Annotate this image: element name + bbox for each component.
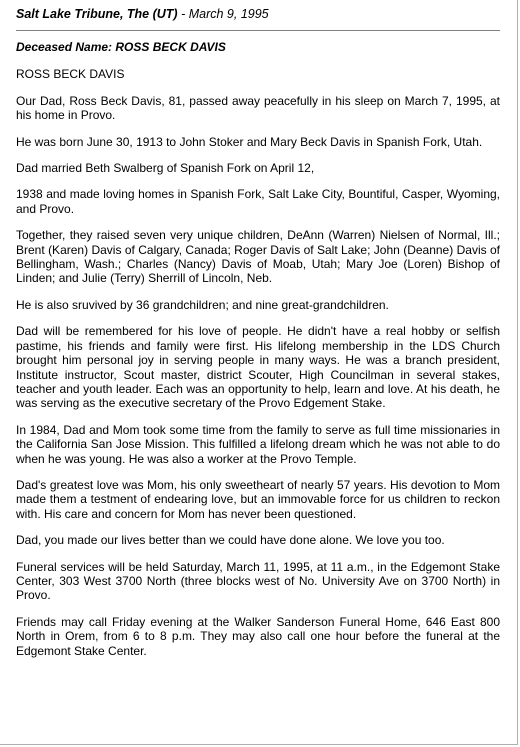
deceased-label: Deceased Name: bbox=[16, 40, 116, 54]
paragraph: ROSS BECK DAVIS bbox=[16, 67, 125, 82]
source-separator: - bbox=[177, 7, 189, 21]
source-line bbox=[16, 7, 269, 21]
publication-name: Salt Lake Tribune, The (UT) bbox=[16, 7, 178, 21]
paragraph: He is also sruvived by 36 grandchildren; and nine great-grandchildren. bbox=[16, 297, 389, 312]
paragraph: Dad married Beth Swalberg of Spanish Fork on April 12, bbox=[16, 161, 315, 176]
paragraph: Dad will be remembered for his love of people. He didn't have a real hobby or selfish pastime, his friends and family were first. His lifelong membership in the LDS Church brought him personal joy in serving people in many ways. He was a branch president, Institute instructor, Scout master, district Scouter, High Councilman in several stakes, teacher and youth leader. Each was an opportunity to help, learn and love. At his death, he was serving as the executive secretary of the Provo Edgement Stake. bbox=[16, 324, 500, 411]
paragraph: Dad, you made our lives better than we could have done alone. We love you too. bbox=[16, 533, 445, 548]
paragraph: Funeral services will be held Saturday, March 11, 1995, at 11 a.m., in the Edgemont Stake Center, 303 West 3700 North (three blocks west of No. University Ave on 3700 North) in Provo. bbox=[16, 559, 500, 603]
deceased-name: ROSS BECK DAVIS bbox=[115, 40, 226, 54]
publication-date: March 9, 1995 bbox=[188, 7, 269, 21]
paragraph: In 1984, Dad and Mom took some time from the family to serve as full time missionaries in the California San Jose Mission. This fulfilled a lifelong dream which he was not able to do when he was young. He was also a worker at the Provo Temple. bbox=[16, 422, 500, 466]
paragraph: He was born June 30, 1913 to John Stoker and Mary Beck Davis in Spanish Fork, Utah. bbox=[16, 134, 483, 149]
obituary-body bbox=[16, 40, 500, 670]
header-divider bbox=[16, 30, 500, 31]
paragraph: 1938 and made loving homes in Spanish Fork, Salt Lake City, Bountiful, Casper, Wyoming, and Provo. bbox=[16, 187, 500, 216]
paragraph: Dad's greatest love was Mom, his only sweetheart of nearly 57 years. His devotion to Mom made them a testment of endearing love, but an immovable force for us children to reckon with. His care and concern for Mom has never been questioned. bbox=[16, 477, 500, 521]
paragraph: Together, they raised seven very unique children, DeAnn (Warren) Nielsen of Normal, Ill.; Brent (Karen) Davis of Calgary, Canada; Roger Davis of Salt Lake; John (Deanne) Davis of Bellingham, Wash.; Charles (Nancy) Davis of Moab, Utah; Mary Joe (Loren) Bishop of Linden; and Julie (Terry) Sherrill of Lincoln, Neb. bbox=[16, 228, 500, 286]
paragraph: Friends may call Friday evening at the Walker Sanderson Funeral Home, 646 East 800 North in Orem, from 6 to 8 p.m. They may also call one hour before the funeral at the Edgemont Stake Center. bbox=[16, 614, 500, 658]
paragraph: Our Dad, Ross Beck Davis, 81, passed away peacefully in his sleep on March 7, 1995, at his home in Provo. bbox=[16, 93, 500, 123]
deceased-heading bbox=[16, 40, 500, 54]
